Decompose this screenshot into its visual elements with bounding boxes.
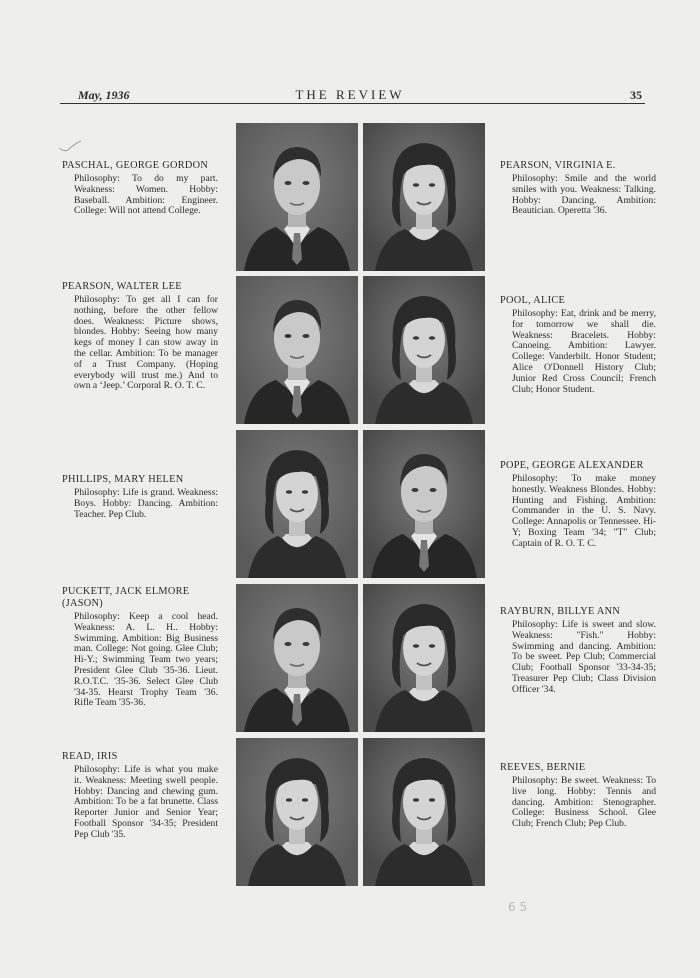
student-portrait-photo — [363, 276, 485, 424]
student-portrait-photo — [236, 123, 358, 271]
student-entry-pearson-walter — [62, 281, 222, 392]
student-name: PEARSON, WALTER LEE — [62, 281, 182, 292]
student-bio: Philosophy: Smile and the world smiles with you. Weakness: Talking. Hobby: Dancing. Ambition: Beautician. Operetta '36. — [512, 173, 656, 217]
pencil-annotation: 6 5 — [508, 900, 528, 914]
student-bio: Philosophy: Life is what you make it. Weakness: Meeting swell people. Hobby: Dancing and chewing gum. Ambition: To be a fat brunette. Class Reporter Junior and Senior Year; Football Sponsor '34-35; President Pep Club '35. — [74, 764, 218, 840]
student-bio: Philosophy: Keep a cool head. Weakness: A. L. H.. Hobby: Swimming. Ambition: Big Business man. College: Not going. Glee Club; Hi-Y.; Swimming Team two years; President Glee Club '35-36. Lieut. R.O.T.C. '35-36. Select Glee Club '34-35. Hearst Trophy Team '36. Rifle Team '35-36. — [74, 611, 218, 709]
student-portrait-photo — [236, 738, 358, 886]
student-name: READ, IRIS — [62, 751, 118, 762]
student-name: REEVES, BERNIE — [500, 762, 586, 773]
student-bio: Philosophy: Life is sweet and slow. Weakness: "Fish." Hobby: Swimming and dancing. Ambition: To be sweet. Pep Club; Commercial Club; Football Sponsor '33-34-35; Treasurer Pep Club; Class Division Officer '34. — [512, 619, 656, 695]
student-bio: Philosophy: To get all I can for nothing, before the other fellow does. Weakness: Picture shows, blondes. Hobby: Seeing how many kegs of money I can stow away in the cellar. Ambition: To be manager of a Trust Company. (Hoping everybody will trust me.) And to own a ‘Jeep.’ Corporal R. O. T. C. — [74, 294, 218, 392]
header-rule — [60, 103, 645, 104]
issue-date: May, 1936 — [78, 88, 130, 102]
student-name: PASCHAL, GEORGE GORDON — [62, 160, 209, 171]
student-entry-pope — [500, 460, 660, 550]
student-portrait-photo — [363, 738, 485, 886]
student-portrait-photo — [236, 276, 358, 424]
student-name: POPE, GEORGE ALEXANDER — [500, 460, 644, 471]
student-name: POOL, ALICE — [500, 295, 566, 306]
student-portrait-photo — [363, 430, 485, 578]
student-entry-rayburn — [500, 606, 660, 696]
student-entry-phillips — [62, 474, 222, 520]
student-name: PHILLIPS, MARY HELEN — [62, 474, 184, 485]
student-entry-pearson-virginia — [500, 160, 660, 217]
pencil-check-mark — [58, 140, 82, 154]
student-bio: Philosophy: Be sweet. Weakness: To live long. Hobby: Tennis and dancing. Ambition: Stenographer. College: Business School. Glee Club; French Club; Pep Club. — [512, 775, 656, 830]
student-portrait-photo — [236, 430, 358, 578]
page-number: 35 — [630, 88, 642, 102]
student-name: RAYBURN, BILLYE ANN — [500, 606, 621, 617]
student-bio: Philosophy: To make money honestly. Weakness Blondes. Hobby: Hunting and Fishing. Ambition: Commander in the U. S. Navy. College: Annapolis or Tennessee. Hi-Y; Boxing Team '34; "T" Club; Captain of R. O. T. C. — [512, 473, 656, 549]
student-portrait-photo — [236, 584, 358, 732]
publication-title: THE REVIEW — [295, 87, 405, 102]
student-bio: Philosophy: Eat, drink and be merry, for tomorrow we shall die. Weakness: Bracelets. Hobby: Canoeing. Ambition: Lawyer. College: Vanderbilt. Honor Student; Alice O'Donnell History Club; Junior Red Cross Council; French Club; Honor Student. — [512, 308, 656, 395]
student-entry-paschal — [62, 160, 222, 217]
student-entry-reeves — [500, 762, 660, 830]
student-name: PUCKETT, JACK ELMORE (JASON) — [62, 586, 190, 609]
student-bio: Philosophy: To do my part. Weakness: Women. Hobby: Baseball. Ambition: Engineer. College: Will not attend College. — [74, 173, 218, 217]
student-entry-pool — [500, 295, 660, 395]
student-portrait-photo — [363, 584, 485, 732]
student-name: PEARSON, VIRGINIA E. — [500, 160, 616, 171]
student-portrait-photo — [363, 123, 485, 271]
student-entry-read — [62, 751, 222, 841]
student-bio: Philosophy: Life is grand. Weakness: Boys. Hobby: Dancing. Ambition: Teacher. Pep Club. — [74, 487, 218, 520]
student-entry-puckett — [62, 586, 222, 709]
